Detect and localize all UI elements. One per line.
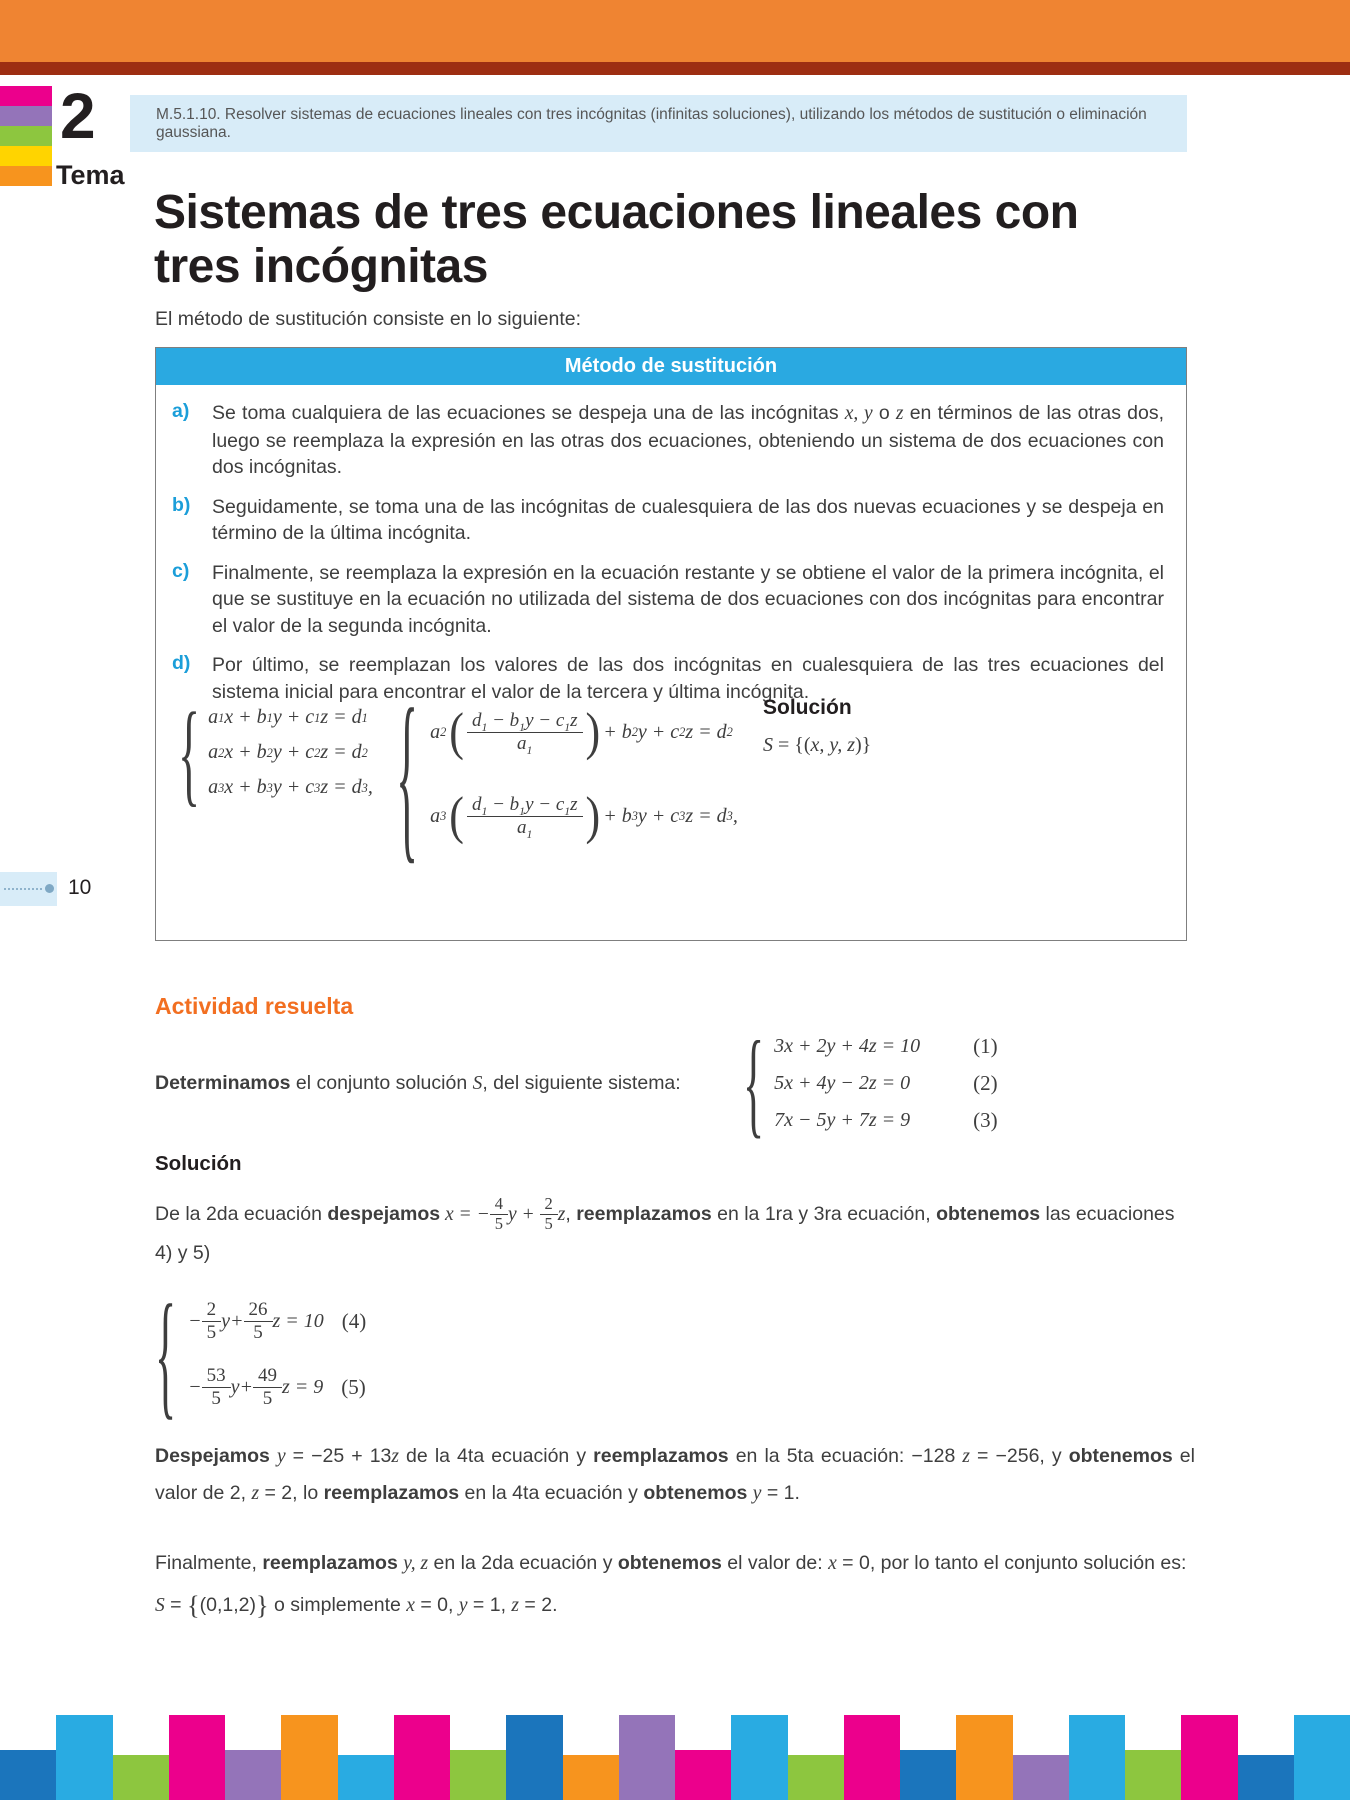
fraction-numerator: 53 [206,1364,226,1386]
footer-tile [1294,1715,1350,1800]
math-fragment: S [763,734,773,756]
math-fragment: x [440,1204,454,1225]
activity-heading: Actividad resuelta [155,993,354,1019]
math-fragment: y [752,1483,762,1505]
footer-tile [394,1715,450,1800]
footer-tile [900,1750,956,1800]
text-fragment: obtenemos [1068,1445,1173,1467]
left-brace: { [743,1017,765,1150]
tema-number: 2 [60,80,96,152]
math-fragment: z = d [685,804,727,827]
math-fragment: z [511,1594,519,1616]
fraction [253,1365,282,1410]
math-fragment: d [471,793,482,815]
text-fragment: = 2, lo [259,1482,324,1505]
math-fragment: S [155,1594,165,1616]
subscript: 1 [481,804,488,818]
text-fragment: despejamos [327,1203,441,1225]
fraction-numerator: 26 [248,1298,268,1320]
fraction-numerator: 49 [258,1364,278,1386]
text-fragment: reemplazamos [593,1445,729,1467]
fraction [202,1299,222,1344]
footer-tile [281,1715,337,1800]
fraction [202,1365,231,1410]
fraction-numerator: 2 [544,1194,553,1214]
math-fragment: d [471,709,482,731]
tema-label: Tema [56,160,125,190]
math-fragment: a [208,706,219,728]
right-brace: } [255,1591,269,1621]
math-fragment: x [406,1594,415,1616]
tema-color-bar [0,126,52,146]
footer-tile [731,1715,787,1800]
footer-tile [1125,1750,1181,1800]
fraction-denominator [467,732,583,755]
fraction [467,794,583,839]
math-fragment: z [557,1204,566,1225]
math-fragment: z = 9 [282,1375,324,1398]
solution-heading: Solución [155,1152,242,1175]
fraction [490,1195,508,1234]
equation: 5x + 4y − 2z = 0 [774,1072,911,1094]
method-box [155,347,1187,941]
math-fragment: y, z [403,1553,429,1574]
page-title: Sistemas de tres ecuaciones lineales con tres incógnitas [154,186,1079,293]
math-fragment: y − c [525,709,565,731]
footer-tile [1181,1715,1237,1800]
text-fragment: reemplazamos [570,1203,712,1225]
footer-tile [169,1715,225,1800]
math-fragment: , [732,804,738,827]
determine-row [155,1017,1187,1150]
activity-system [743,1017,998,1150]
solution-block [763,696,871,757]
text-fragment: o [872,402,896,424]
fraction [540,1195,558,1234]
footer-tile [619,1715,675,1800]
fraction-numerator: 2 [206,1298,217,1320]
general-system-row: a 1 x + b 1 y + c 1 z = d 1 [208,706,368,728]
page-number: 10 [68,876,92,899]
subscript: 1 [526,743,533,757]
subscript: 1 [519,720,526,734]
final-paragraph [155,1545,1195,1631]
text-fragment: Despejamos [155,1445,277,1467]
general-system [178,688,373,817]
footer-tile [1238,1755,1294,1800]
fraction [467,710,583,755]
math-fragment: x + b [224,776,267,798]
math-fragment: + b [603,720,632,743]
fraction-numerator: 4 [494,1194,503,1214]
text-fragment: el conjunto solución [290,1072,473,1094]
text-fragment: = [164,1593,187,1616]
math-fragment: y [276,1446,286,1467]
text-fragment: Se toma cualquiera de las ecuaciones se despeja una de las incógnitas [212,402,845,424]
text-fragment: obtenemos [617,1552,722,1574]
footer-tile [225,1750,281,1800]
math-fragment: + [230,1309,244,1332]
fraction-denominator: 5 [202,1387,231,1410]
fraction-denominator: 5 [202,1321,222,1344]
determine-text [155,1072,735,1095]
text-fragment: = 2. [519,1593,558,1616]
general-system-row: a 3 x + b 3 y + c 3 z = d 3 , [208,776,373,798]
derived-system [396,669,738,879]
math-fragment: z = d [685,720,727,743]
math-fragment: y + c [637,720,680,743]
text-fragment: en la 5ta ecuación: −128 [728,1445,963,1467]
text-fragment: reemplazamos [262,1552,398,1574]
equation-tag: (5) [341,1374,366,1399]
math-fragment: − [188,1309,202,1332]
math-fragment: + [516,1204,540,1225]
text-fragment: o simplemente [268,1593,407,1616]
math-fragment: a [208,776,219,798]
text-fragment: obtenemos [936,1203,1041,1225]
method-item-b [172,494,1164,547]
text-fragment: = 0, [414,1593,459,1616]
footer-tile [0,1750,56,1800]
math-fragment: − b [487,793,520,815]
tema-color-bar [0,106,52,126]
math-fragment: − b [487,709,520,731]
math-fragment: z = d [320,776,362,798]
item-text: Por último, se reemplazan los valores de las dos incógnitas en cualesquiera de las tres ecuaciones del sistema inicial para encontrar el valor de la tercera y última incógnita. [212,654,1164,703]
item-text: Seguidamente, se toma una de las incógnitas de cualesquiera de las dos nuevas ecuaciones y se despeja en término de la última incógnita. [212,495,1164,545]
math-fragment: , [367,776,373,798]
left-brace: { [155,1275,177,1433]
footer-tile [563,1755,619,1800]
math-fragment: y [230,1375,240,1398]
math-fragment: y + c [272,706,315,728]
left-brace: { [178,688,201,817]
math-fragment: (0,1,2) [199,1593,256,1616]
item-label: c) [172,559,190,582]
system-45-row [188,1354,366,1420]
math-fragment: z [895,403,904,424]
text-fragment: = 0, por lo tanto el conjunto solución es: [836,1552,1187,1574]
derived-system-row: a 3 ( $\frac{d_1 - b_1y - c_1z}{a_1}$ ) + b 3 y + c 3 z = d 3 , [430,786,738,845]
top-banner-bar [0,0,1350,62]
math-fragment: y [458,1594,468,1616]
math-fragment: x + b [224,741,267,763]
math-fragment: + b [603,804,632,827]
item-text: Finalmente, se reemplaza la expresión en la ecuación restante y se obtiene el valor de la primera incógnita, el que se sustituye en la ecuación no utilizada del sistema de dos ecuaciones con dos incógnitas para encontrar el valor de la segunda incógnita. [212,561,1164,637]
math-fragment: a [517,732,527,754]
text-fragment: las ecuaciones 4) y 5) [155,1203,1175,1265]
text-fragment: en la 1ra y 3ra ecuación, [711,1203,937,1225]
footer-tile [506,1715,562,1800]
fraction-denominator: 5 [490,1214,508,1234]
math-fragment: y + c [637,804,680,827]
derived-system-row: a 2 ( $\frac{d_1 - b_1y - c_1z}{a_1}$ ) + b 2 y + c 2 z = d 2 [430,702,733,761]
footer-tile [450,1750,506,1800]
math-fragment: x [828,1553,837,1574]
math-fragment: z [391,1446,399,1467]
footer-tile [956,1715,1012,1800]
text-fragment: = 1. [761,1482,800,1505]
footer-tile [338,1755,394,1800]
text-fragment: , del siguiente sistema: [482,1072,681,1094]
math-fragment: a [208,741,219,763]
text-fragment: = −256, y [969,1445,1069,1467]
math-fragment: z [251,1483,260,1505]
math-fragment: z = d [320,741,362,763]
equation-tag: (3) [973,1108,998,1132]
system-45-row [188,1288,366,1354]
math-fragment: − [188,1375,202,1398]
method-item-a [172,400,1164,481]
math-fragment: z [962,1446,970,1467]
text-fragment: obtenemos [643,1482,748,1505]
text-fragment: De la 2da ecuación [155,1203,328,1225]
math-fragment: = − [453,1204,490,1225]
general-system-row: a 2 x + b 2 y + c 2 z = d 2 [208,741,368,763]
activity-system-row [774,1102,998,1139]
text-fragment: en la 4ta ecuación y [459,1482,644,1505]
curriculum-standard-banner [130,95,1187,152]
intro-text: El método de sustitución consiste en lo siguiente: [155,308,582,330]
text-fragment: Determinamos [155,1072,291,1094]
general-system-rows [208,700,373,805]
equation: 3x + 2y + 4z = 10 [774,1035,921,1057]
top-accent-stripe [0,62,1350,75]
footer-tile [56,1715,112,1800]
math-fragment: )} [854,734,872,756]
footer-tile [113,1755,169,1800]
math-fragment: , [565,1203,571,1225]
solution-set [763,734,871,757]
derived-system-rows [430,688,738,860]
fraction-denominator: 5 [540,1214,558,1234]
equation-tag: (4) [341,1308,367,1333]
text-fragment: en la 2da ecuación y [428,1552,618,1574]
activity-system-rows [774,1028,998,1139]
page-number-dot [45,884,54,893]
text-fragment: de la 4ta ecuación y [399,1445,594,1467]
equation: 7x − 5y + 7z = 9 [774,1109,911,1131]
item-text [212,400,1164,481]
activity-system-row [774,1065,998,1102]
equation-tag: (2) [973,1071,998,1095]
math-fragment: a [517,816,527,838]
math-fragment: z = 10 [272,1309,324,1332]
footer-tile [675,1750,731,1800]
text-fragment: = 1, [467,1593,512,1616]
tema-color-bar [0,166,52,186]
system-45 [155,1275,367,1433]
math-fragment: x, y, z [810,734,855,756]
tema-color-bar [0,86,52,106]
fraction-denominator: 5 [244,1321,273,1344]
method-item-c [172,560,1164,640]
text-fragment: el valor de 2, [155,1445,1195,1505]
footer-tile [1069,1715,1125,1800]
subscript: 1 [481,720,488,734]
text-fragment: el valor de: [721,1552,829,1574]
footer-tile [1013,1755,1069,1800]
math-fragment: z [570,709,578,731]
math-fragment: x + b [224,706,267,728]
math-fragment: y − c [525,793,565,815]
fraction-numerator [467,794,583,816]
subscript: 1 [564,720,571,734]
math-fragment: y [221,1309,231,1332]
math-fragment: y + c [272,741,315,763]
math-fragment: + [239,1375,254,1398]
subscript: 1 [519,804,526,818]
math-fragment: a [430,720,441,743]
system-45-rows [188,1288,366,1420]
math-fragment: a [430,804,441,827]
item-label: a) [172,400,190,422]
footer-tile [788,1755,844,1800]
page-number-dotted-leader [4,888,42,890]
subscript: 1 [526,827,533,841]
method-items [156,385,1186,705]
item-label: d) [172,652,191,675]
math-fragment: z [570,793,578,815]
text-fragment: en términos de las otras dos, luego se reemplaza la expresión en las otras dos ecuaciones, obteniendo un sistema de dos ecuaciones con dos incógnitas. [212,402,1165,479]
footer-tiles [0,1710,1350,1800]
fraction-denominator: 5 [253,1387,282,1410]
math-fragment: z = d [320,706,362,728]
method-box-header: Método de sustitución [156,348,1186,385]
math-fragment: y + c [272,776,315,798]
curriculum-standard-text: M.5.1.10. Resolver sistemas de ecuaciones lineales con tres incógnitas (infinitas soluciones), utilizando los métodos de sustitución o eliminación gaussiana. [156,105,1147,141]
left-brace: { [396,669,419,879]
text-fragment: = −25 + 13 [285,1445,392,1467]
footer-tile [844,1715,900,1800]
fraction-numerator [467,710,583,732]
text-fragment: Finalmente, [155,1552,263,1574]
tema-color-bar [0,146,52,166]
math-fragment: x, y [844,403,873,424]
item-label: b) [172,493,191,516]
activity-system-row [774,1028,998,1065]
solution-label: Solución [763,696,852,719]
fraction [244,1299,273,1344]
tema-color-bars [0,86,52,186]
equation-tag: (1) [973,1034,998,1058]
fraction-denominator [467,816,583,839]
text-fragment: reemplazamos [323,1482,460,1505]
subscript: 1 [564,804,571,818]
math-fragment: y [507,1204,517,1225]
despejamos-paragraph [155,1438,1195,1512]
step1-paragraph [155,1195,1195,1273]
left-brace: { [186,1591,200,1621]
math-fragment: S [472,1073,483,1094]
math-fragment: = {( [773,734,811,756]
